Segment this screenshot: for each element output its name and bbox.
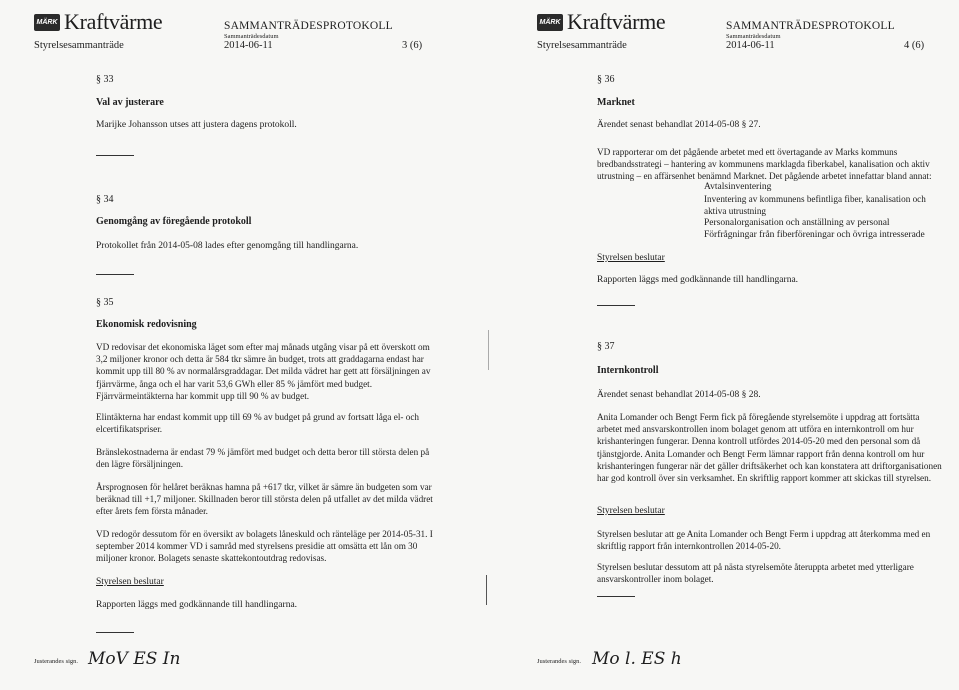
decision-text: Styrelsen beslutar dessutom att på nästa styrelsemöte återuppta arbetet med ytterligare ansvarskontroller inom bolaget. xyxy=(597,562,914,585)
page-number: 3 (6) xyxy=(402,40,423,51)
logo-badge: MÄRK xyxy=(537,14,563,31)
divider xyxy=(597,305,635,306)
justerandes-label: Justerandes sign. xyxy=(537,658,582,665)
meeting-date: 2014-06-11 xyxy=(726,40,775,51)
divider xyxy=(597,596,635,597)
section-title: Genomgång av föregående protokoll xyxy=(96,216,252,227)
section-number: § 33 xyxy=(96,74,114,85)
company-logo xyxy=(34,9,162,35)
decision-label: Styrelsen beslutar xyxy=(597,253,665,263)
paragraph: VD rapporterar om det pågående arbetet med ett övertagande av Marks kommuns bredbandsstrategi – hantering av kommunens marklagda fiberkabel, kanalisation och aktiv utrustning – en affärsenhet benämnd Marknet. Det pågående arbetet innefattar bland annat: xyxy=(597,147,932,182)
company-logo xyxy=(537,9,665,35)
section-title: Ekonomisk redovisning xyxy=(96,319,197,330)
list-item: Personalorganisation och anställning av personal xyxy=(704,218,890,228)
paragraph: Årsprognosen för helåret beräknas hamna på +617 tkr, vilket är sämre än budgeten som var beräknad till +1,7 miljoner. Skillnaden beror till största delen på utfallet av det milda vädret efter årets fem första månader. xyxy=(96,482,433,517)
section-body: Protokollet från 2014-05-08 lades efter genomgång till handlingarna. xyxy=(96,241,359,251)
divider xyxy=(96,155,134,156)
paragraph: VD redogör dessutom för en översikt av bolagets låneskuld och ränteläge per 2014-05-31. I september 2014 kommer VD i samråd med styrelsens presidie att omsätta ett lån om 30 miljoner kronor. Bolagets senaste skattekontoutdrag redovisas. xyxy=(96,529,433,564)
section-title: Internkontroll xyxy=(597,365,659,376)
section-reference: Ärendet senast behandlat 2014-05-08 § 28. xyxy=(597,390,761,400)
doc-type: SAMMANTRÄDESPROTOKOLL xyxy=(224,20,393,32)
meeting-name: Styrelsesammanträde xyxy=(34,40,124,51)
paragraph: VD redovisar det ekonomiska läget som efter maj månads utgång visar på ett överskott om 3,2 miljoner kronor och detta är 584 tkr sämre än budget, trots att graddagarna endast har kommit upp till 80 % av normalårsgraddagar. Det milda vädret har gett att försäljningen av fjärrvärme, ånga och el har varit 53,6 GWh eller 85 % jämfört med budget. Fjärrvärmeintäkterna har kommit upp till 90 % av budget. xyxy=(96,342,431,401)
decision-label: Styrelsen beslutar xyxy=(96,577,164,587)
section-number: § 35 xyxy=(96,297,114,308)
page-4 xyxy=(480,0,959,690)
doc-type: SAMMANTRÄDESPROTOKOLL xyxy=(726,20,895,32)
signature: Mo l. ES h xyxy=(592,649,682,669)
list-item: Avtalsinventering xyxy=(704,182,772,192)
meeting-date: 2014-06-11 xyxy=(224,40,273,51)
scan-mark xyxy=(488,330,489,370)
decision-text: Rapporten läggs med godkännande till handlingarna. xyxy=(597,275,799,285)
paragraph: Elintäkterna har endast kommit upp till 69 % av budget på grund av fortsatt låga el- och elcertifikatspriser. xyxy=(96,412,420,435)
date-label: Sammanträdesdatum xyxy=(726,33,781,40)
section-number: § 37 xyxy=(597,341,615,352)
section-number: § 34 xyxy=(96,194,114,205)
section-body: Marijke Johansson utses att justera dagens protokoll. xyxy=(96,120,297,130)
divider xyxy=(96,274,134,275)
meeting-name: Styrelsesammanträde xyxy=(537,40,627,51)
page-number: 4 (6) xyxy=(904,40,925,51)
section-title: Marknet xyxy=(597,97,635,108)
section-reference: Ärendet senast behandlat 2014-05-08 § 27. xyxy=(597,120,761,130)
justerandes-label: Justerandes sign. xyxy=(34,658,79,665)
company-name: Kraftvärme xyxy=(64,9,163,34)
divider xyxy=(96,632,134,633)
decision-text: Rapporten läggs med godkännande till handlingarna. xyxy=(96,600,298,610)
decision-text: Styrelsen beslutar att ge Anita Lomander och Bengt Ferm i uppdrag att återkomma med en skriftlig rapport från internkontrollen 2014-05-20. xyxy=(597,529,931,552)
logo-badge: MÄRK xyxy=(34,14,60,31)
list-item: Inventering av kommunens befintliga fiber, kanalisation och aktiva utrustning xyxy=(704,194,926,217)
signature: MoV ES In xyxy=(88,649,181,669)
decision-label: Styrelsen beslutar xyxy=(597,506,665,516)
company-name: Kraftvärme xyxy=(567,9,666,34)
section-number: § 36 xyxy=(597,74,615,85)
list-item: Förfrågningar från fiberföreningar och övriga intresserade xyxy=(704,230,925,240)
section-title: Val av justerare xyxy=(96,97,164,108)
paragraph: Bränslekostnaderna är endast 79 % jämfört med budget och detta beror till största delen på den lägre försäljningen. xyxy=(96,447,430,470)
date-label: Sammanträdesdatum xyxy=(224,33,279,40)
scan-mark xyxy=(486,575,487,605)
paragraph: Anita Lomander och Bengt Ferm fick på föregående styrelsemöte i uppdrag att fortsätta arbetet med ansvarskontrollen inom bolaget genom att utföra en internkontroll om hur krishanteringen fungerar. Denna kontroll utfördes 2014-05-20 med den personal som då tjänstgjorde. Anita Lomander och Bengt Ferm lämnar rapport från denna kontroll om hur krishanteringen fungerar när det gäller driftsäkerhet och kan konstatera att driftorganisationen har god kontroll över sin verksamhet. En skriftlig rapport kommer att skickas till styrelsen. xyxy=(597,412,942,484)
